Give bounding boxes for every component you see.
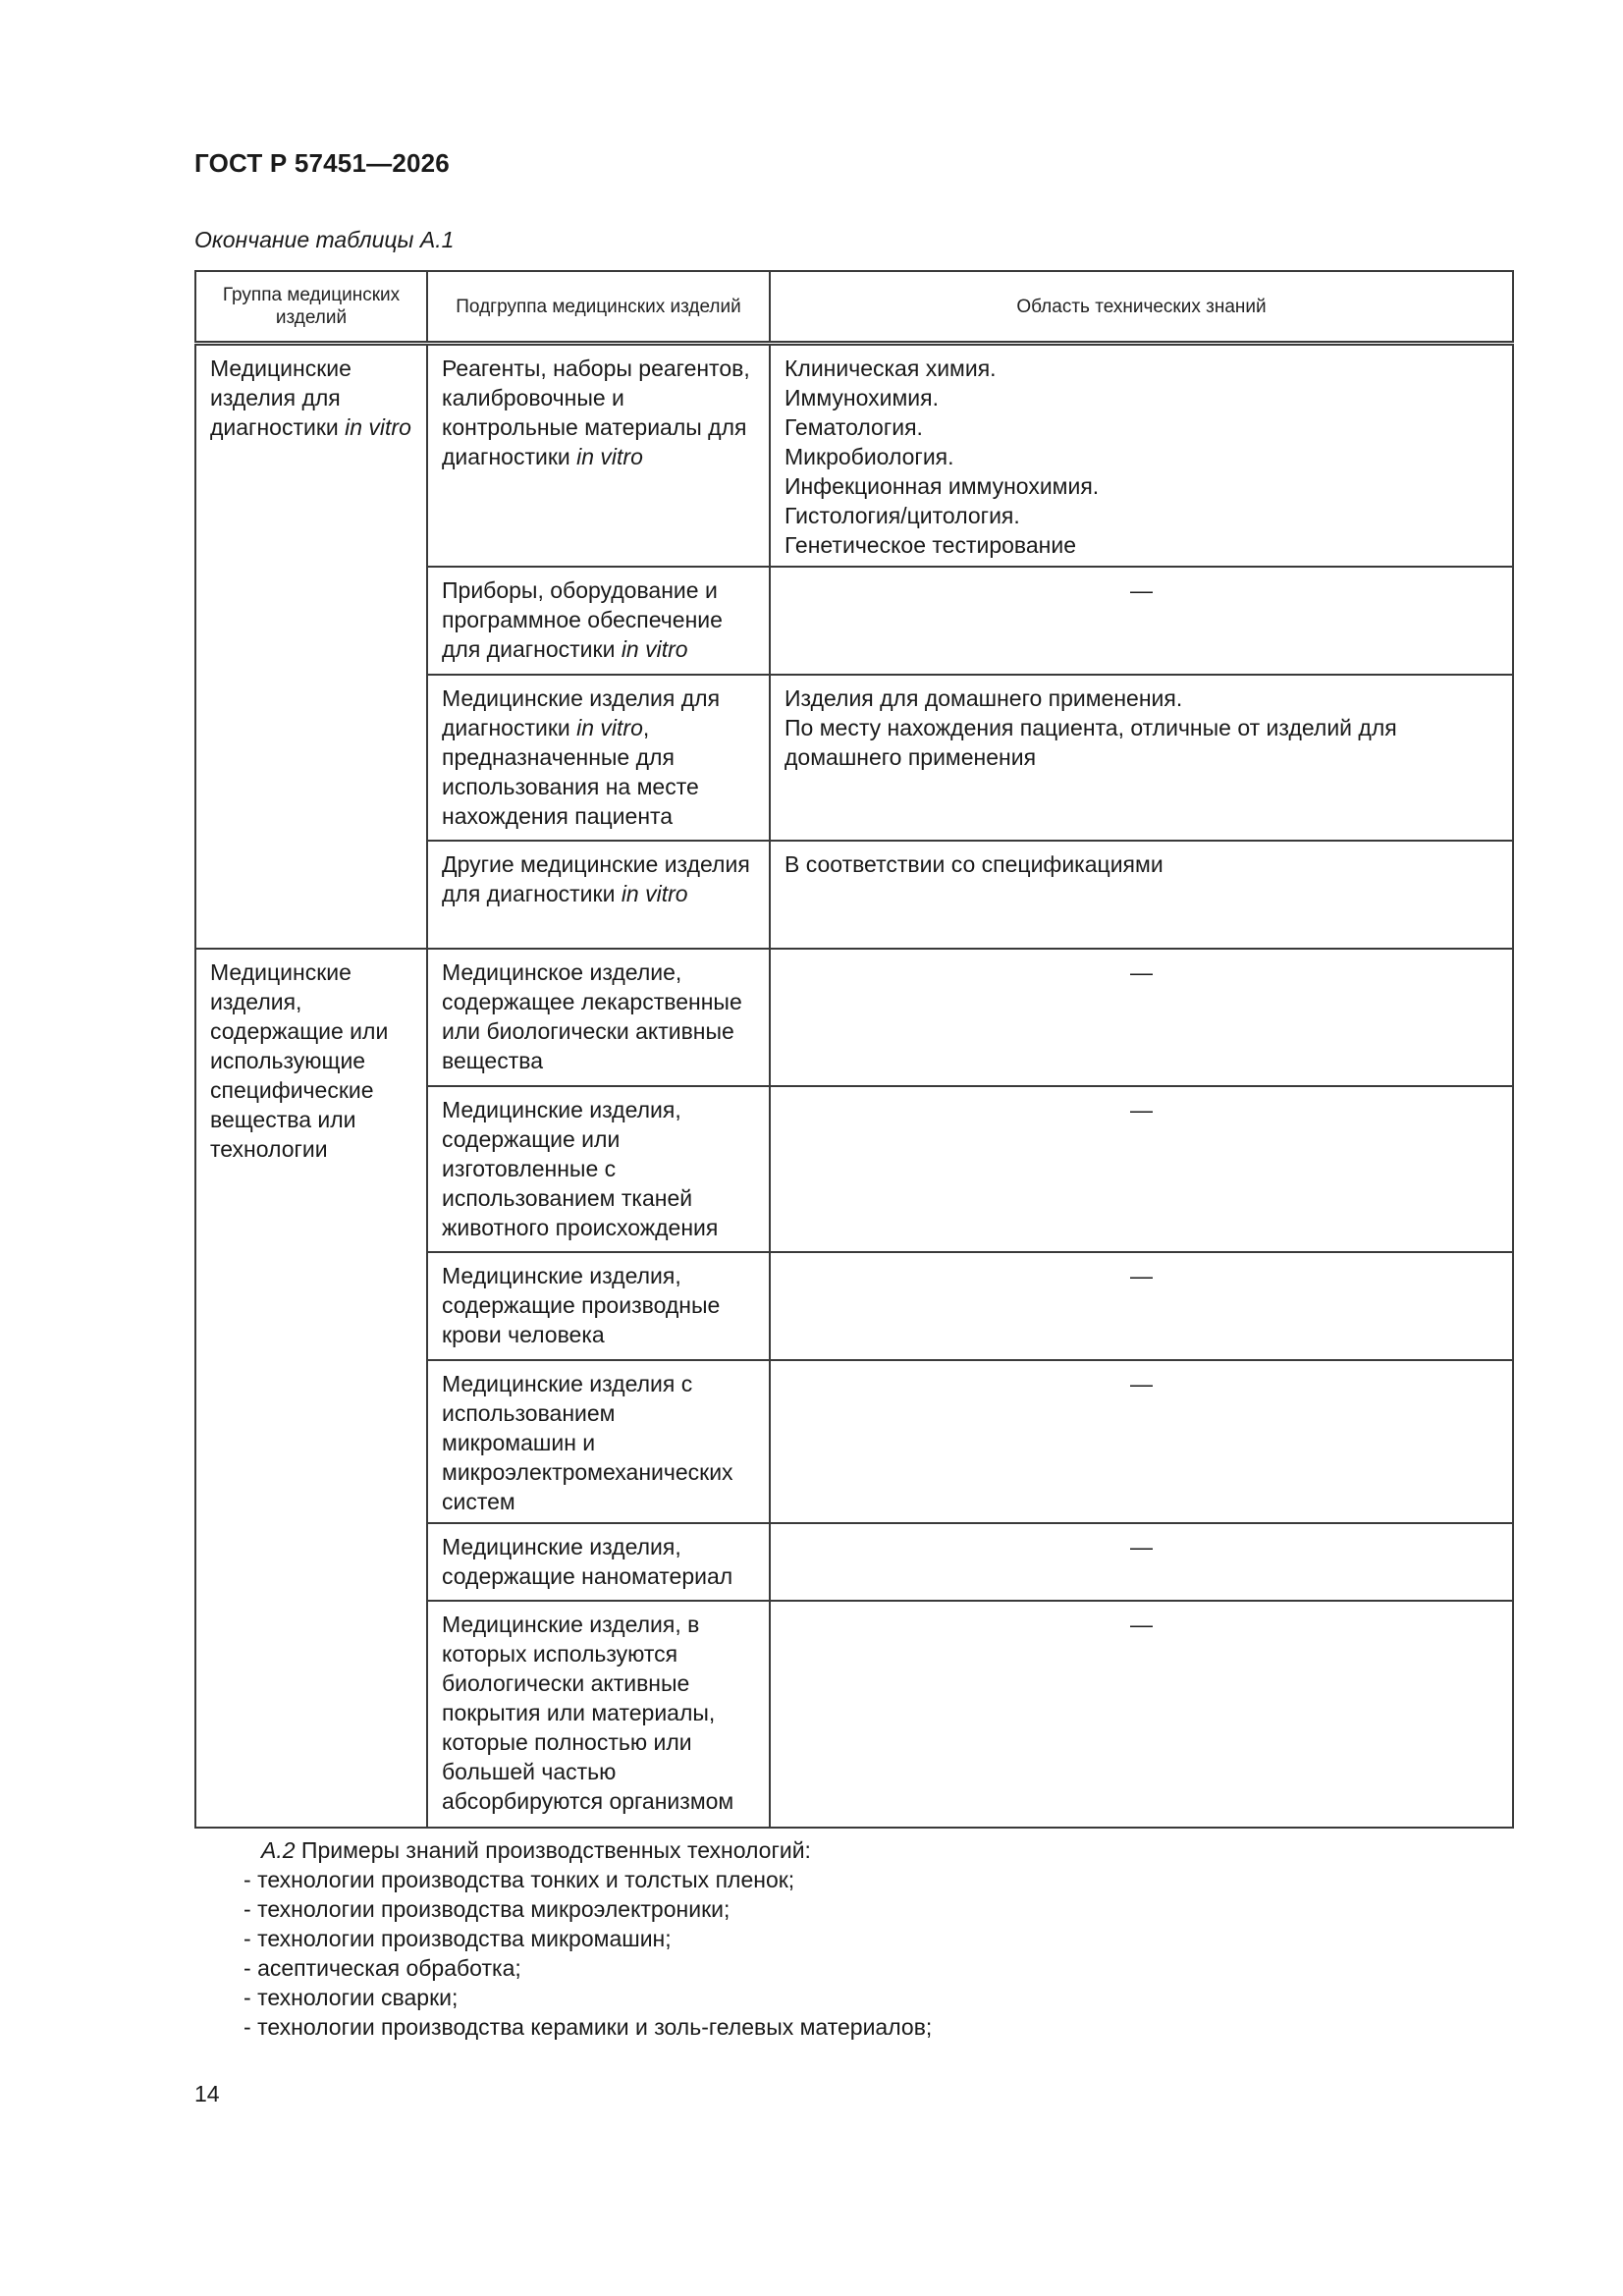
list-item: - технологии сварки; <box>243 1985 459 2010</box>
dash-placeholder: — <box>1130 1097 1153 1122</box>
subgroup-text: Медицинские изделия, содержащие наноматериал <box>442 1534 733 1589</box>
page-number: 14 <box>194 2081 220 2106</box>
subgroup-text: , предназначенные для использования на месте нахождения пациента <box>442 715 699 829</box>
knowledge-area-cell <box>770 1360 1513 1523</box>
knowledge-area-cell <box>770 1601 1513 1828</box>
knowledge-area-line: Иммунохимия. <box>784 385 940 410</box>
list-item-text: технологии производства керамики и золь-гелевых материалов; <box>257 2014 933 2040</box>
subgroup-cell <box>427 675 770 841</box>
section-a2 <box>194 1835 1512 2042</box>
list-item-text: технологии производства микроэлектроники; <box>257 1896 730 1922</box>
dash-placeholder: — <box>1130 1371 1153 1396</box>
subgroup-text: Приборы, оборудование и программное обеспечение для диагностики <box>442 577 723 662</box>
table-row <box>195 949 1513 1086</box>
knowledge-area-line: Изделия для домашнего применения. <box>784 685 1183 711</box>
subgroup-text: Медицинские изделия, содержащие производные крови человека <box>442 1263 721 1347</box>
subgroup-text: in vitro <box>576 444 643 469</box>
knowledge-area-line: Генетическое тестирование <box>784 532 1077 558</box>
knowledge-area-cell <box>770 567 1513 675</box>
knowledge-area-line: Гематология. <box>784 414 923 440</box>
subgroup-cell <box>427 344 770 568</box>
knowledge-area-line: Гистология/цитология. <box>784 503 1020 528</box>
subgroup-cell <box>427 1601 770 1828</box>
subgroup-text: Медицинские изделия, содержащие или изготовленные с использованием тканей животного происхождения <box>442 1097 719 1240</box>
knowledge-area-cell <box>770 841 1513 949</box>
knowledge-area-cell <box>770 344 1513 568</box>
subgroup-text: in vitro <box>621 636 688 662</box>
list-item: - технологии производства микроэлектроники; <box>243 1896 730 1922</box>
subgroup-cell <box>427 841 770 949</box>
subgroup-text: in vitro <box>576 715 643 740</box>
list-item-text: технологии производства тонких и толстых пленок; <box>257 1867 795 1892</box>
dash-placeholder: — <box>1130 1263 1153 1288</box>
subgroup-text: Реагенты, наборы реагентов, калибровочные и контрольные материалы для диагностики <box>442 355 750 469</box>
subgroup-text: Другие медицинские изделия для диагностики <box>442 851 750 906</box>
list-item: - технологии производства керамики и золь-гелевых материалов; <box>243 2014 933 2040</box>
subgroup-cell <box>427 567 770 675</box>
subgroup-cell <box>427 1360 770 1523</box>
header-subgroup: Подгруппа медицинских изделий <box>427 271 770 344</box>
group-text: in vitro <box>345 414 411 440</box>
dash-placeholder: — <box>1130 1534 1153 1559</box>
group-cell <box>195 344 427 950</box>
dash-placeholder: — <box>1130 959 1153 985</box>
knowledge-area-line: Инфекционная иммунохимия. <box>784 473 1100 499</box>
subgroup-cell <box>427 949 770 1086</box>
list-item: - технологии производства тонких и толстых пленок; <box>243 1867 795 1892</box>
group-text: Медицинские изделия, содержащие или использующие специфические вещества или технологии <box>210 959 389 1162</box>
subgroup-cell <box>427 1252 770 1360</box>
knowledge-area-line: Микробиология. <box>784 444 954 469</box>
knowledge-area-line: В соответствии со спецификациями <box>784 851 1163 877</box>
document-code: ГОСТ Р 57451—2026 <box>194 148 450 178</box>
subgroup-cell <box>427 1086 770 1252</box>
section-a2-label: А.2 <box>261 1837 296 1863</box>
knowledge-area-cell <box>770 949 1513 1086</box>
group-text: Медицинские изделия для диагностики <box>210 355 352 440</box>
subgroup-text: Медицинские изделия, в которых используются биологически активные покрытия или материалы, которые полностью или большей частью абсорбируются организмом <box>442 1612 734 1814</box>
knowledge-area-cell <box>770 1086 1513 1252</box>
table-row <box>195 344 1513 568</box>
list-item-text: технологии производства микромашин; <box>257 1926 672 1951</box>
list-item: - технологии производства микромашин; <box>243 1926 672 1951</box>
knowledge-area-cell <box>770 675 1513 841</box>
subgroup-text: Медицинские изделия с использованием микромашин и микроэлектромеханических систем <box>442 1371 733 1514</box>
table-header-row <box>195 271 1513 344</box>
knowledge-area-cell <box>770 1523 1513 1601</box>
knowledge-area-cell <box>770 1252 1513 1360</box>
subgroup-text: Медицинское изделие, содержащее лекарственные или биологически активные вещества <box>442 959 742 1073</box>
knowledge-area-line: По месту нахождения пациента, отличные от изделий для домашнего применения <box>784 715 1397 770</box>
technical-knowledge-table <box>194 270 1514 1829</box>
knowledge-area-line: Клиническая химия. <box>784 355 997 381</box>
list-item-text: технологии сварки; <box>257 1985 459 2010</box>
table-caption: Окончание таблицы А.1 <box>194 227 455 252</box>
group-cell <box>195 949 427 1828</box>
header-group: Группа медицинских изделий <box>195 271 427 344</box>
subgroup-text: Медицинские изделия для диагностики <box>442 685 721 740</box>
dash-placeholder: — <box>1130 577 1153 603</box>
subgroup-text: in vitro <box>621 881 688 906</box>
subgroup-cell <box>427 1523 770 1601</box>
list-item: - асептическая обработка; <box>243 1955 521 1981</box>
header-knowledge-area: Область технических знаний <box>770 271 1513 344</box>
table-body <box>195 344 1513 1829</box>
dash-placeholder: — <box>1130 1612 1153 1637</box>
section-a2-heading <box>194 1835 1512 1865</box>
list-item-text: асептическая обработка; <box>257 1955 521 1981</box>
section-a2-intro: Примеры знаний производственных технологий: <box>295 1837 811 1863</box>
